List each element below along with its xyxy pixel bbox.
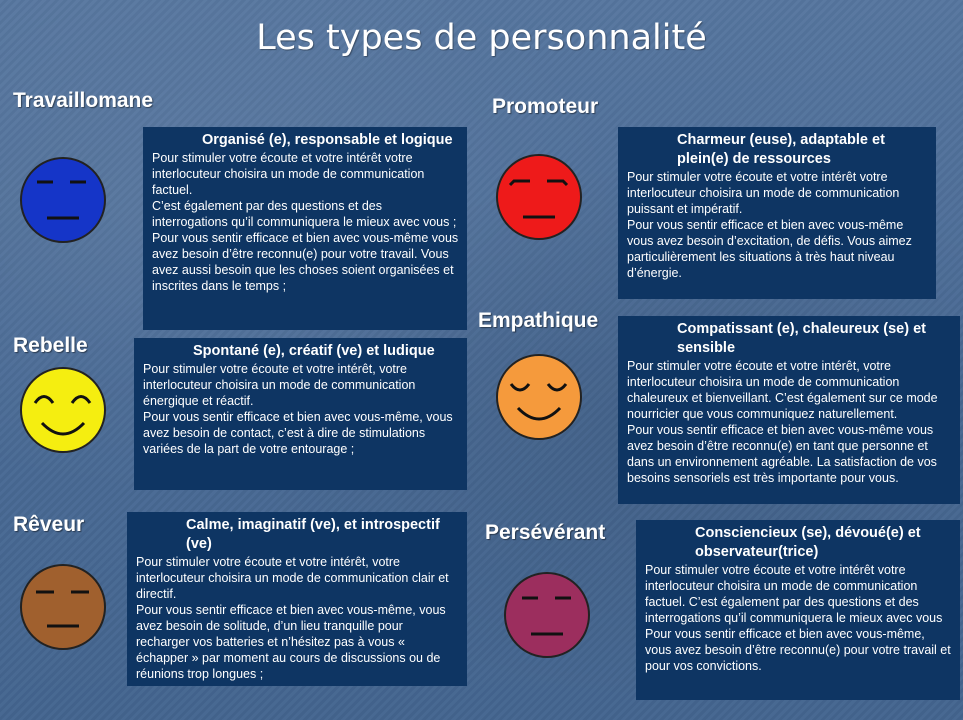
card-body [143, 361, 459, 457]
card-paragraph: Pour stimuler votre écoute et votre intérêt votre interlocuteur choisira un mode de communication factuel. [152, 151, 425, 197]
card-body [627, 169, 928, 281]
card-headline: Spontané (e), créatif (ve) et ludique [193, 343, 435, 359]
type-name-promoteur: Promoteur [492, 95, 599, 118]
card-paragraph: Pour stimuler votre écoute et votre intérêt votre interlocuteur choisira un mode de communication factuel. C’est également par des questions et des interrogations qu’il communiquera le mieux avec vous [645, 563, 943, 625]
content-face-icon [494, 352, 584, 442]
card-headline: Consciencieux (se), dévoué(e) et observateur(trice) [695, 525, 921, 560]
card-perseverant [636, 520, 960, 700]
type-name-rebelle: Rebelle [13, 334, 88, 357]
card-headline: Charmeur (euse), adaptable et plein(e) de ressources [677, 132, 885, 167]
smiling-face-icon [18, 365, 108, 455]
card-headline: Calme, imaginatif (ve), et introspectif (ve) [186, 517, 440, 552]
card-body [645, 562, 952, 674]
card-paragraph: C’est également par des questions et des interrogations qu’il communiquera le mieux avec vous ; [152, 199, 457, 229]
card-empathique [618, 316, 960, 504]
stern-face-icon [494, 152, 584, 242]
card-body [152, 150, 459, 294]
card-paragraph: Pour vous sentir efficace et bien avec vous-même, vous avez besoin de solitude, d’un lieu tranquille pour recharger vos batteries et n’hésitez pas à vous « échapper » par moment au cours de discussions ou de réunions trop longues ; [136, 603, 446, 681]
slide-title: Les types de personnalité [256, 18, 707, 58]
neutral-face-icon [502, 570, 592, 660]
card-body [627, 358, 952, 486]
type-name-empathique: Empathique [478, 309, 599, 332]
card-paragraph: Pour vous sentir efficace et bien avec vous-même, vous avez besoin d’être reconnu(e) pour votre travail et pour vos convictions. [645, 627, 951, 673]
card-paragraph: Pour stimuler votre écoute et votre intérêt, votre interlocuteur choisira un mode de communication clair et directif. [136, 555, 449, 601]
card-paragraph: Pour stimuler votre écoute et votre intérêt, votre interlocuteur choisira un mode de communication énergique et réactif. [143, 362, 416, 408]
card-rebelle [134, 338, 467, 490]
card-paragraph: Pour stimuler votre écoute et votre intérêt votre interlocuteur choisira un mode de communication puissant et impératif. [627, 170, 900, 216]
card-promoteur [618, 127, 936, 299]
card-paragraph: Pour vous sentir efficace et bien avec vous-même, vous avez besoin de contact, c’est à dire de stimulations variées de la part de votre entourage ; [143, 410, 453, 456]
neutral-face-icon [18, 155, 108, 245]
type-name-travaillomane: Travaillomane [13, 89, 154, 112]
card-paragraph: Pour vous sentir efficace et bien avec vous-même vous avez besoin d’excitation, de défis. Vous aimez particulièrement les situations à très haut niveau d’énergie. [627, 218, 912, 280]
card-paragraph: Pour vous sentir efficace et bien avec vous-même vous avez besoin d’être reconnu(e) pour votre travail. Vous avez aussi besoin que les choses soient organisées et inscrites dans le temps ; [152, 231, 459, 293]
type-name-perseverant: Persévérant [485, 521, 606, 544]
card-reveur [127, 512, 467, 686]
card-headline: Compatissant (e), chaleureux (se) et sensible [677, 321, 926, 356]
card-travaillomane [143, 127, 467, 330]
card-body [136, 554, 459, 682]
type-name-reveur: Rêveur [13, 513, 85, 536]
neutral-face-icon [18, 562, 108, 652]
card-paragraph: Pour vous sentir efficace et bien avec vous-même vous avez besoin d’être reconnu(e) en tant que personne et dans un environnement agréable. La satisfaction de vos besoins sensoriels est très importante pour vous. [627, 423, 937, 485]
card-headline: Organisé (e), responsable et logique [202, 132, 453, 148]
card-paragraph: Pour stimuler votre écoute et votre intérêt, votre interlocuteur choisira un mode de communication chaleureux et bienveillant. C’est également sur ce mode nourricier que vous communiquez naturellement. [627, 359, 938, 421]
